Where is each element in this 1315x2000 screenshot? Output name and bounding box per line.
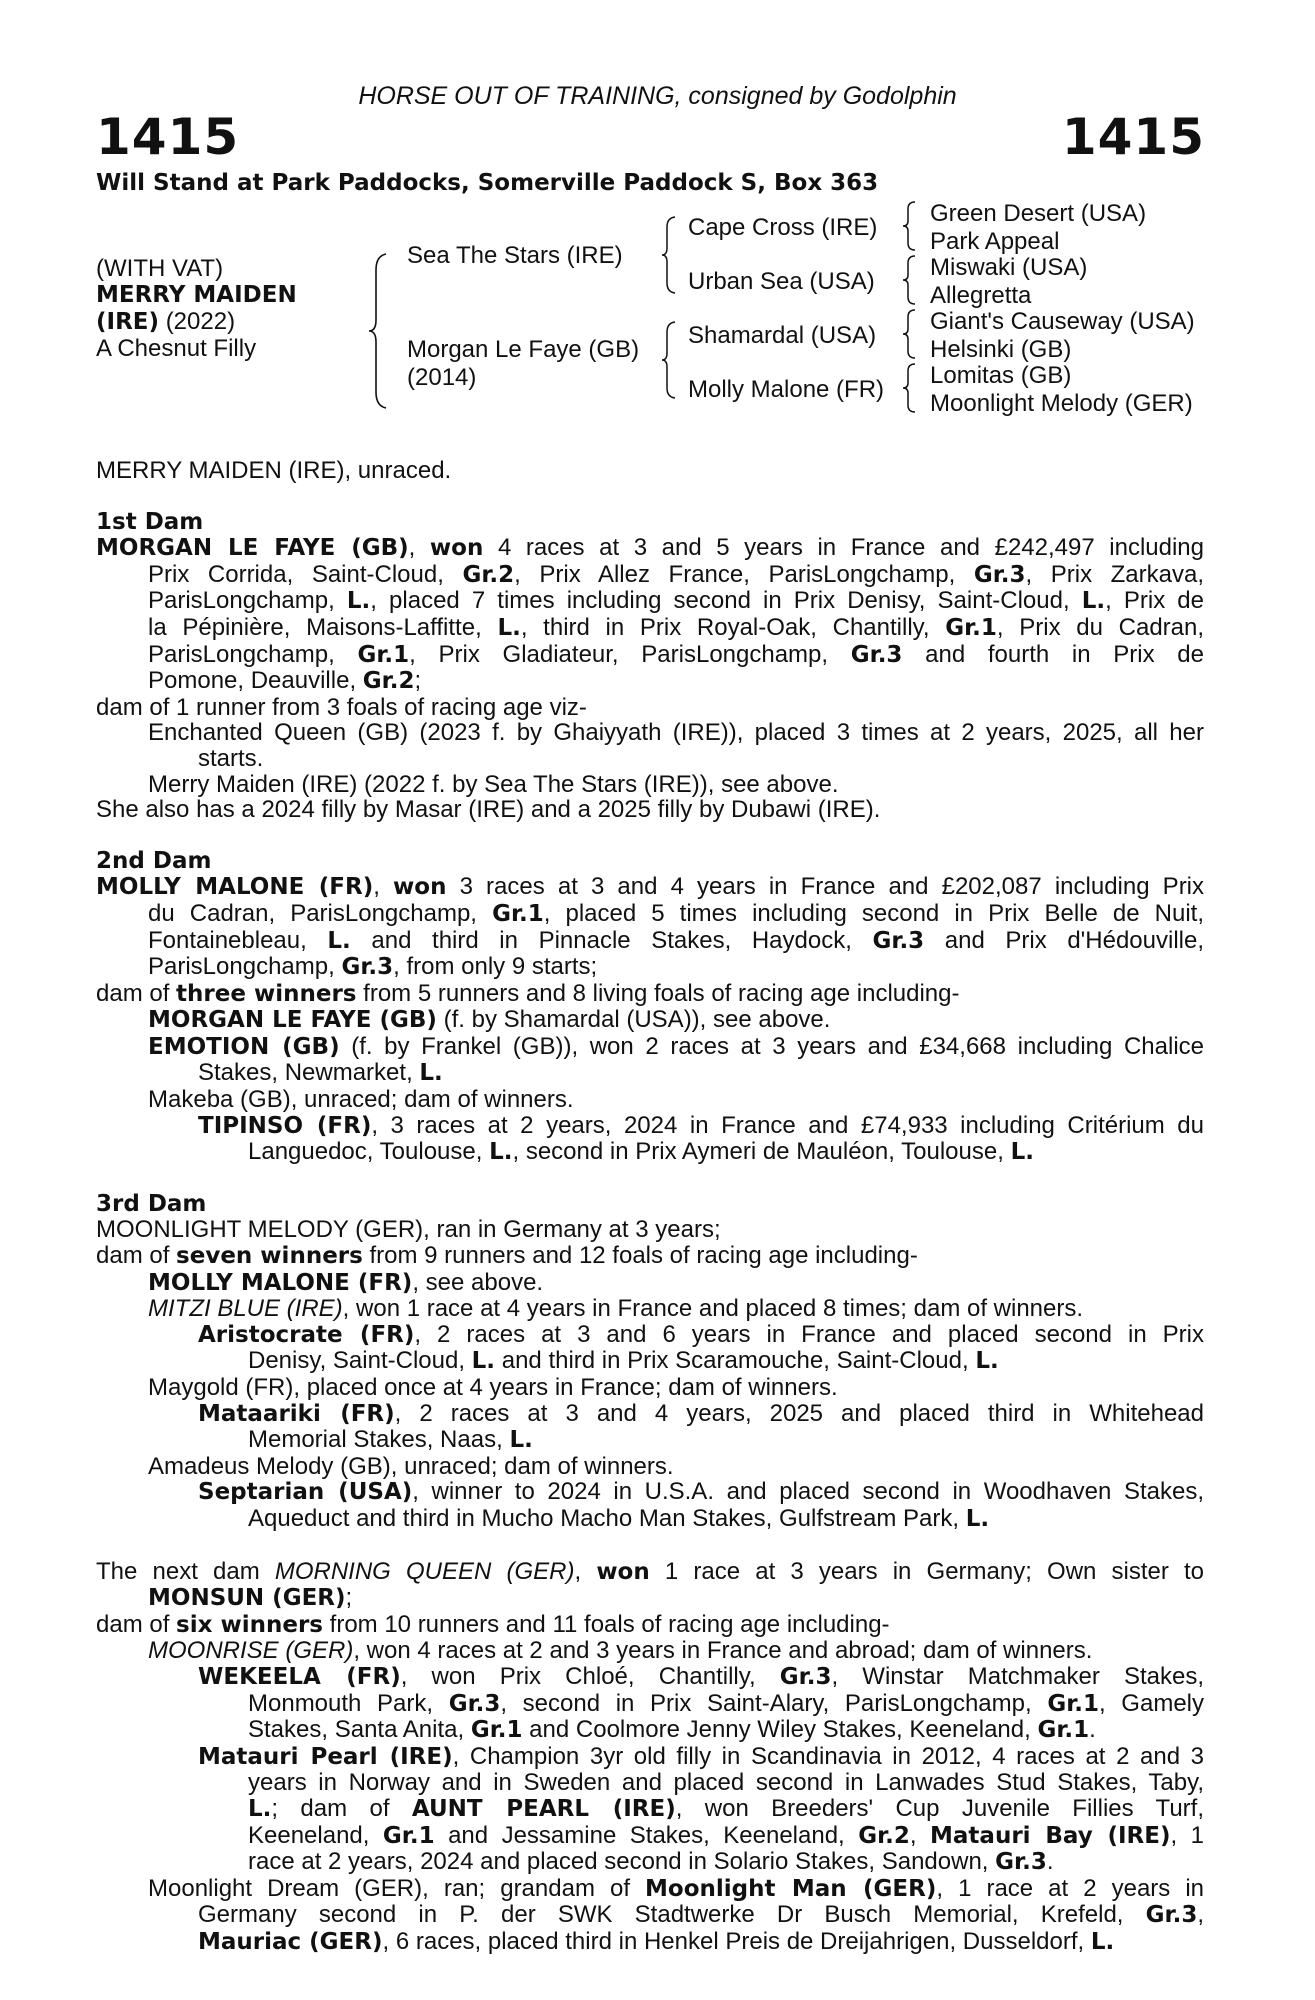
pedigree-g4-1: Green Desert (USA) bbox=[930, 200, 1147, 227]
next-dam-line: Keeneland, Gr.1 and Jessamine Stakes, Keeneland, Gr.2, Matauri Bay (IRE), 1 bbox=[248, 1821, 1204, 1849]
pedigree-sire: Sea The Stars (IRE) bbox=[407, 242, 623, 269]
next-dam-line: race at 2 years, 2024 and placed second in Solario Stakes, Sandown, Gr.3. bbox=[248, 1848, 1054, 1876]
dam1-line: la Pépinière, Maisons-Laffitte, L., third in Prix Royal-Oak, Chantilly, Gr.1, Prix du Cadran, bbox=[148, 613, 1205, 641]
next-dam-line: The next dam MORNING QUEEN (GER), won 1 race at 3 years in Germany; Own sister to bbox=[96, 1557, 1205, 1585]
pedigree-brace-main bbox=[368, 252, 390, 410]
pedigree-g4-4: Allegretta bbox=[930, 282, 1032, 309]
pedigree-brace-g3b bbox=[902, 254, 918, 306]
first-dam-heading: 1st Dam bbox=[96, 508, 204, 535]
next-dam-line: Mauriac (GER), 6 races, placed third in Henkel Preis de Dreijahrigen, Dusseldorf, L. bbox=[198, 1927, 1115, 1955]
dam2-line: dam of three winners from 5 runners and 8 living foals of racing age including- bbox=[96, 979, 960, 1007]
pedigree-sire-dam: Urban Sea (USA) bbox=[688, 268, 875, 295]
dam1-line: ParisLongchamp, L., placed 7 times including second in Prix Denisy, Saint-Cloud, L., Prix de bbox=[148, 587, 1204, 615]
dam2-line: ParisLongchamp, Gr.3, from only 9 starts; bbox=[148, 953, 598, 981]
horse-origin-year bbox=[96, 308, 235, 336]
stand-location: Will Stand at Park Paddocks, Somerville Paddock S, Box 363 bbox=[96, 170, 879, 196]
dam1-line: Pomone, Deauville, Gr.2; bbox=[148, 667, 422, 695]
pedigree-brace-sire bbox=[661, 215, 679, 295]
pedigree-dam: Morgan Le Faye (GB) bbox=[407, 336, 640, 363]
dam3-line: Denisy, Saint-Cloud, L. and third in Prix Scaramouche, Saint-Cloud, L. bbox=[248, 1347, 999, 1375]
next-dam-line: Stakes, Santa Anita, Gr.1 and Coolmore Jenny Wiley Stakes, Keeneland, Gr.1. bbox=[248, 1716, 1096, 1744]
dam3-line: Septarian (USA), winner to 2024 in U.S.A. and placed second in Woodhaven Stakes, bbox=[198, 1478, 1204, 1506]
dam2-line: MORGAN LE FAYE (GB) (f. by Shamardal (USA)), see above. bbox=[148, 1006, 831, 1034]
next-dam-line: dam of six winners from 10 runners and 11 foals of racing age including- bbox=[96, 1610, 890, 1638]
next-dam-line: years in Norway and in Sweden and placed second in Lanwades Stud Stakes, Taby, bbox=[248, 1769, 1204, 1797]
intro-line: MERRY MAIDEN (IRE), unraced. bbox=[96, 457, 452, 484]
pedigree-g4-5: Giant's Causeway (USA) bbox=[930, 308, 1195, 335]
pedigree-sire-sire: Cape Cross (IRE) bbox=[688, 214, 878, 241]
pedigree-g4-3: Miswaki (USA) bbox=[930, 254, 1088, 281]
dam2-line: TIPINSO (FR), 3 races at 2 years, 2024 in France and £74,933 including Critérium du bbox=[198, 1111, 1204, 1139]
dam3-line: dam of seven winners from 9 runners and 12 foals of racing age including- bbox=[96, 1242, 918, 1270]
dam2-line: EMOTION (GB) (f. by Frankel (GB)), won 2 races at 3 years and £34,668 including Chalice bbox=[148, 1032, 1204, 1060]
dam2-line: du Cadran, ParisLongchamp, Gr.1, placed 5 times including second in Prix Belle de Nuit, bbox=[148, 899, 1205, 927]
horse-origin: (IRE) bbox=[96, 309, 160, 335]
pedigree-brace-g3c bbox=[902, 308, 918, 360]
dam3-line: Maygold (FR), placed once at 4 years in France; dam of winners. bbox=[148, 1374, 838, 1401]
horse-description: A Chesnut Filly bbox=[96, 335, 257, 362]
horse-name: MERRY MAIDEN bbox=[96, 282, 297, 308]
third-dam-heading: 3rd Dam bbox=[96, 1190, 207, 1217]
dam2-line: Stakes, Newmarket, L. bbox=[198, 1059, 443, 1087]
dam3-line: Memorial Stakes, Naas, L. bbox=[248, 1426, 533, 1454]
dam2-line: MOLLY MALONE (FR), won 3 races at 3 and 4 years in France and £202,087 including Prix bbox=[96, 873, 1205, 901]
pedigree-g4-2: Park Appeal bbox=[930, 228, 1060, 255]
dam1-line: She also has a 2024 filly by Masar (IRE) and a 2025 filly by Dubawi (IRE). bbox=[96, 796, 881, 824]
next-dam-line: Monmouth Park, Gr.3, second in Prix Saint-Alary, ParisLongchamp, Gr.1, Gamely bbox=[248, 1689, 1204, 1717]
dam2-line: Makeba (GB), unraced; dam of winners. bbox=[148, 1086, 574, 1114]
dam1-line: Enchanted Queen (GB) (2023 f. by Ghaiyyath (IRE)), placed 3 times at 2 years, 2025, all her bbox=[148, 719, 1204, 747]
next-dam-line: WEKEELA (FR), won Prix Chloé, Chantilly, Gr.3, Winstar Matchmaker Stakes, bbox=[198, 1662, 1205, 1690]
lot-number-right: 1415 bbox=[1061, 108, 1205, 166]
pedigree-dam-year: (2014) bbox=[407, 364, 477, 391]
pedigree-g4-7: Lomitas (GB) bbox=[930, 362, 1072, 389]
next-dam-line: L.; dam of AUNT PEARL (IRE), won Breeders' Cup Juvenile Fillies Turf, bbox=[248, 1794, 1204, 1822]
dam1-line: ParisLongchamp, Gr.1, Prix Gladiateur, ParisLongchamp, Gr.3 and fourth in Prix de bbox=[148, 640, 1204, 668]
pedigree-brace-dam bbox=[661, 320, 679, 400]
pedigree-dam-sire: Shamardal (USA) bbox=[688, 322, 877, 349]
pedigree-dam-dam: Molly Malone (FR) bbox=[688, 376, 885, 403]
next-dam-line: Moonlight Dream (GER), ran; grandam of Moonlight Man (GER), 1 race at 2 years in bbox=[148, 1874, 1205, 1902]
dam1-line: MORGAN LE FAYE (GB), won 4 races at 3 and 5 years in France and £242,497 including bbox=[96, 534, 1205, 562]
horse-year: (2022) bbox=[165, 308, 236, 335]
dam1-line: dam of 1 runner from 3 foals of racing age viz- bbox=[96, 693, 587, 721]
vat-label: (WITH VAT) bbox=[96, 255, 224, 282]
pedigree-notes bbox=[96, 458, 1204, 1955]
next-dam-line: Matauri Pearl (IRE), Champion 3yr old filly in Scandinavia in 2012, 4 races at 2 and 3 bbox=[198, 1742, 1204, 1770]
dam3-line: MOLLY MALONE (FR), see above. bbox=[148, 1268, 544, 1296]
dam3-line: MITZI BLUE (IRE), won 1 race at 4 years in France and placed 8 times; dam of winners. bbox=[148, 1295, 1084, 1323]
lot-number-left: 1415 bbox=[96, 108, 240, 166]
dam3-line: MOONLIGHT MELODY (GER), ran in Germany at 3 years; bbox=[96, 1216, 721, 1244]
dam3-line: Amadeus Melody (GB), unraced; dam of winners. bbox=[148, 1452, 674, 1480]
dam1-line: starts. bbox=[198, 744, 264, 772]
dam3-line: Mataariki (FR), 2 races at 3 and 4 years, 2025 and placed third in Whitehead bbox=[198, 1399, 1204, 1427]
dam2-line: Fontainebleau, L. and third in Pinnacle Stakes, Haydock, Gr.3 and Prix d'Hédouville, bbox=[148, 926, 1204, 954]
next-dam-line: Germany second in P. der SWK Stadtwerke Dr Busch Memorial, Krefeld, Gr.3, bbox=[198, 1901, 1205, 1929]
dam2-line: Languedoc, Toulouse, L., second in Prix Aymeri de Mauléon, Toulouse, L. bbox=[248, 1138, 1034, 1166]
dam3-line: Aqueduct and third in Mucho Macho Man Stakes, Gulfstream Park, L. bbox=[248, 1504, 990, 1532]
next-dam-line: MONSUN (GER); bbox=[148, 1584, 353, 1612]
next-dam-line: MOONRISE (GER), won 4 races at 2 and 3 years in France and abroad; dam of winners. bbox=[148, 1637, 1093, 1665]
second-dam-heading: 2nd Dam bbox=[96, 847, 212, 874]
pedigree-brace-g3a bbox=[902, 200, 918, 252]
dam3-line: Aristocrate (FR), 2 races at 3 and 6 years in France and placed second in Prix bbox=[198, 1320, 1204, 1348]
pedigree-brace-g3d bbox=[902, 362, 918, 414]
dam1-line: Prix Corrida, Saint-Cloud, Gr.2, Prix Allez France, ParisLongchamp, Gr.3, Prix Zarkava, bbox=[148, 560, 1205, 588]
consignor-note: HORSE OUT OF TRAINING, consigned by Godolphin bbox=[358, 82, 957, 110]
pedigree-g4-8: Moonlight Melody (GER) bbox=[930, 390, 1193, 417]
pedigree-g4-6: Helsinki (GB) bbox=[930, 336, 1072, 363]
dam1-line: Merry Maiden (IRE) (2022 f. by Sea The Stars (IRE)), see above. bbox=[148, 770, 839, 798]
